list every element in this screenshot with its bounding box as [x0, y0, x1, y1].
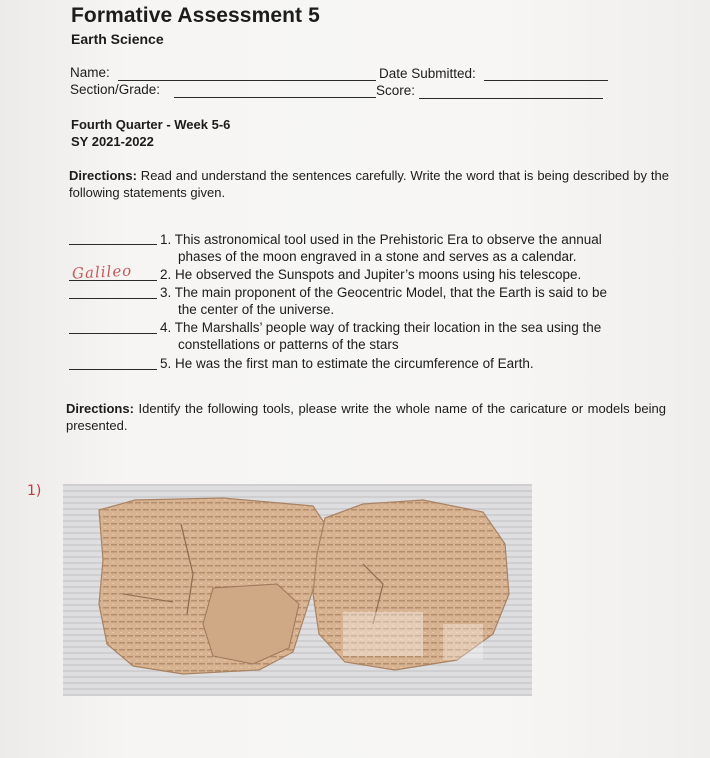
answer-blank-5[interactable] [69, 369, 157, 370]
item-2-line1: 2. He observed the Sunspots and Jupiter’s moons using his telescope. [160, 267, 582, 282]
directions-1 [69, 167, 669, 201]
date-submitted-label: Date Submitted: [379, 66, 476, 81]
answer-blank-4[interactable] [69, 333, 157, 334]
directions-2-label: Directions: [66, 401, 134, 416]
directions-1-text: Read and understand the sentences carefully. Write the word that is being described by the following statements given. [69, 168, 669, 200]
clay-tablet-photo [63, 484, 532, 696]
score-label: Score: [376, 83, 416, 98]
item-4-line1: 4. The Marshalls’ people way of tracking their location in the sea using the [160, 320, 602, 335]
item-5-line1: 5. He was the first man to estimate the circumference of Earth. [160, 356, 534, 371]
page-title: Formative Assessment 5 [71, 4, 320, 27]
answer-blank-1[interactable] [69, 244, 157, 245]
directions-2-text: Identify the following tools, please write the whole name of the caricature or models being presented. [66, 401, 666, 433]
page-subtitle: Earth Science [71, 31, 164, 47]
item-1-line1: 1. This astronomical tool used in the Prehistoric Era to observe the annual [160, 232, 602, 247]
item-4-line2: constellations or patterns of the stars [178, 337, 399, 352]
school-year-heading: SY 2021-2022 [71, 134, 154, 149]
score-field[interactable] [419, 98, 603, 99]
directions-2 [66, 400, 666, 434]
date-submitted-field[interactable] [484, 80, 608, 81]
margin-mark: 1) [27, 483, 42, 499]
directions-1-label: Directions: [69, 168, 137, 183]
name-field[interactable] [118, 80, 376, 81]
answer-blank-3[interactable] [69, 298, 157, 299]
name-label: Name: [70, 65, 110, 80]
section-grade-field[interactable] [174, 97, 376, 98]
handwritten-answer-2: Galileo [71, 261, 133, 283]
item-3-line2: the center of the universe. [178, 302, 335, 317]
item-1-line2: phases of the moon engraved in a stone and serves as a calendar. [178, 249, 577, 264]
clay-tablet-illustration [63, 484, 532, 696]
quarter-heading: Fourth Quarter - Week 5-6 [71, 117, 231, 132]
item-3-line1: 3. The main proponent of the Geocentric Model, that the Earth is said to be [160, 285, 608, 300]
section-grade-label: Section/Grade: [70, 82, 161, 97]
